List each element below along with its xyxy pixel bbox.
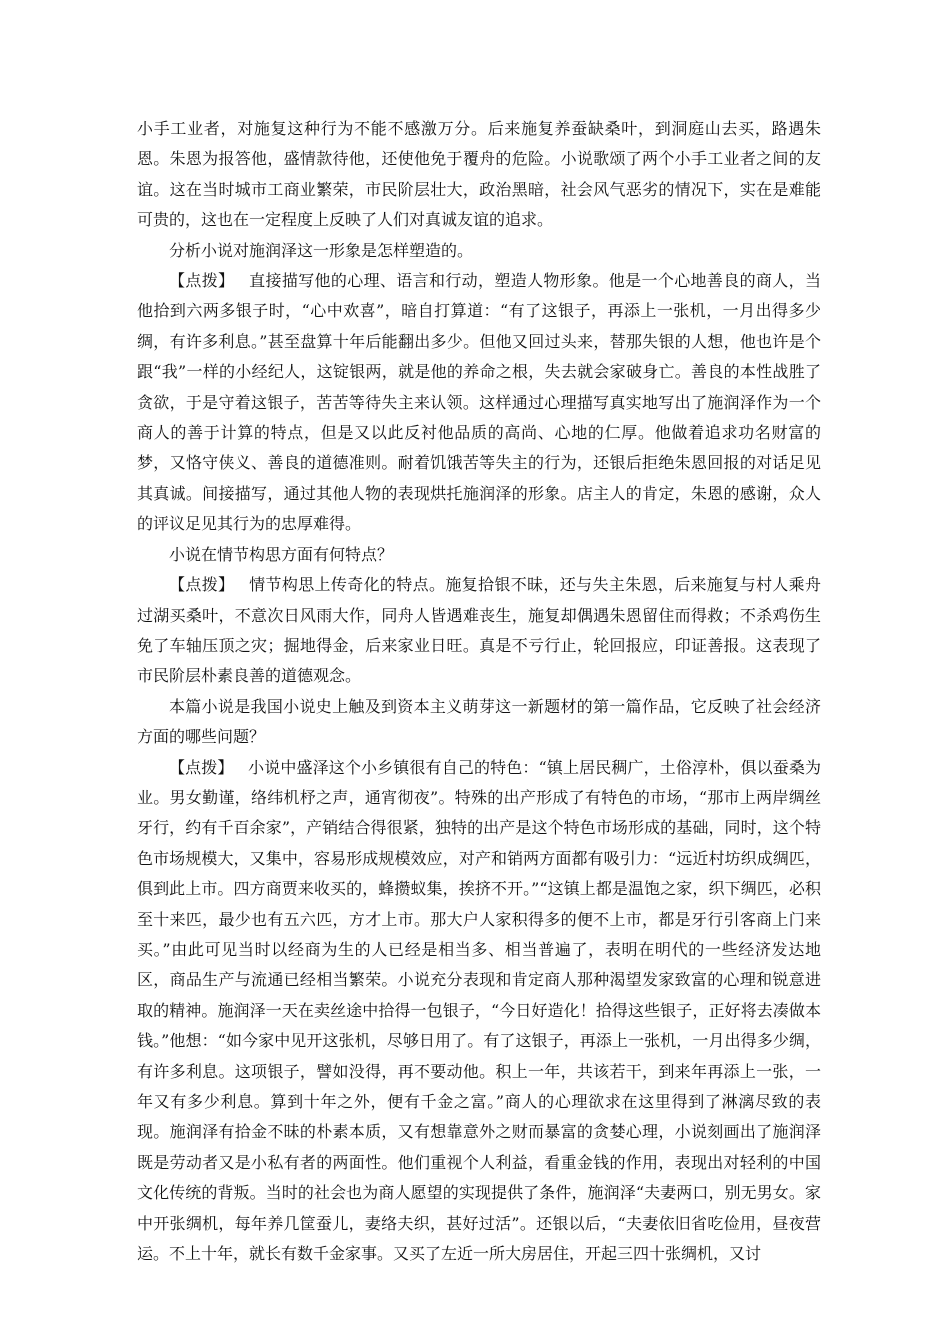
question-text: 本篇小说是我国小说史上触及到资本主义萌芽这一新题材的第一篇作品，它反映了社会经济方面的哪些问题？ xyxy=(137,696,821,747)
hint-tag: 【点拨】 xyxy=(169,575,235,595)
document-page xyxy=(137,114,821,1269)
paragraph-friendship-summary xyxy=(137,114,821,236)
question-text: 小说在情节构思方面有何特点？ xyxy=(169,544,394,564)
question-socioeconomic xyxy=(137,692,821,753)
answer-text: 直接描写他的心理、语言和行动，塑造人物形象。他是一个心地善良的商人，当他拾到六两多银子时，“心中欢喜”，暗自打算道：“有了这银子，再添上一张机，一月出得多少绸，有许多利息。”甚至盘算十年后能翻出多少。但他又回过头来，替那失银的人想，他也许是个跟“我”一样的小经纪人，这锭银两，就是他的养命之根，失去就会家破身亡。善良的本性战胜了贪欲，于是守着这银子，苦苦等待失主来认领。这样通过心理描写真实地写出了施润泽作为一个商人的善于计算的特点，但是又以此反衬他品质的高尚、心地的仁厚。他做着追求功名财富的梦，又恪守侠义、善良的道德准则。耐着饥饿苦等失主的行为，还银后拒绝朱恩回报的对话足见其真诚。间接描写，通过其他人物的表现烘托施润泽的形象。店主人的肯定，朱恩的感谢，众人的评议足见其行为的忠厚难得。 xyxy=(137,271,821,534)
answer-text: 情节构思上传奇化的特点。施复拾银不昧，还与失主朱恩，后来施复与村人乘舟过湖买桑叶，不意次日风雨大作，同舟人皆遇难丧生，施复却偶遇朱恩留住而得救；不杀鸡伤生免了车轴压顶之灾；掘地得金，后来家业日旺。真是不亏行止，轮回报应，印证善报。这表现了市民阶层朴素良善的道德观念。 xyxy=(137,575,821,686)
hint-tag: 【点拨】 xyxy=(169,757,234,777)
question-character-portrayal xyxy=(137,236,821,266)
answer-character-portrayal xyxy=(137,266,821,540)
hint-tag: 【点拨】 xyxy=(169,271,235,291)
answer-plot-structure xyxy=(137,570,821,692)
paragraph-text: 小手工业者，对施复这种行为不能不感激万分。后来施复养蚕缺桑叶，到洞庭山去买，路遇朱恩。朱恩为报答他，盛情款待他，还使他免于覆舟的危险。小说歌颂了两个小手工业者之间的友谊。这在当时城市工商业繁荣，市民阶层壮大，政治黑暗，社会风气恶劣的情况下，实在是难能可贵的，这也在一定程度上反映了人们对真诚友谊的追求。 xyxy=(137,119,821,230)
question-plot-structure xyxy=(137,540,821,570)
answer-socioeconomic xyxy=(137,753,821,1270)
question-text: 分析小说对施润泽这一形象是怎样塑造的。 xyxy=(169,240,474,260)
answer-text: 小说中盛泽这个小乡镇很有自己的特色：“镇上居民稠广，土俗淳朴，俱以蚕桑为业。男女勤谨，络纬机杼之声，通宵彻夜”。特殊的出产形成了有特色的市场，“那市上两岸绸丝牙行，约有千百余家”，产销结合得很紧，独特的出产是这个特色市场形成的基础，同时，这个特色市场规模大，又集中，容易形成规模效应，对产和销两方面都有吸引力：“远近村坊织成绸匹，俱到此上市。四方商贾来收买的，蜂攒蚁集，挨挤不开。”“这镇上都是温饱之家，织下绸匹，必积至十来匹，最少也有五六匹，方才上市。那大户人家积得多的便不上市，都是牙行引客商上门来买。”由此可见当时以经商为生的人已经是相当多、相当普遍了，表明在明代的一些经济发达地区，商品生产与流通已经相当繁荣。小说充分表现和肯定商人那种渴望发家致富的心理和锐意进取的精神。施润泽一天在卖丝途中拾得一包银子，“今日好造化！拾得这些银子，正好将去凑做本钱。”他想：“如今家中见开这张机，尽够日用了。有了这银子，再添上一张机，一月出得多少绸，有许多利息。这项银子，譬如没得，再不要动他。积上一年，共该若干，到来年再添上一张，一年又有多少利息。算到十年之外，便有千金之富。”商人的心理欲求在这里得到了淋漓尽致的表现。施润泽有拾金不昧的朴素本质，又有想靠意外之财而暴富的贪婪心理，小说刻画出了施润泽既是劳动者又是小私有者的两面性。他们重视个人利益，看重金钱的作用，表现出对轻利的中国文化传统的背叛。当时的社会也为商人愿望的实现提供了条件，施润泽“夫妻两口，别无男女。家中开张绸机，每年养几筐蚕儿，妻络夫织，甚好过活”。还银以后，“夫妻依旧省吃俭用，昼夜营运。不上十年，就长有数千金家事。又买了左近一所大房居住，开起三四十张绸机，又讨 xyxy=(137,757,821,1264)
